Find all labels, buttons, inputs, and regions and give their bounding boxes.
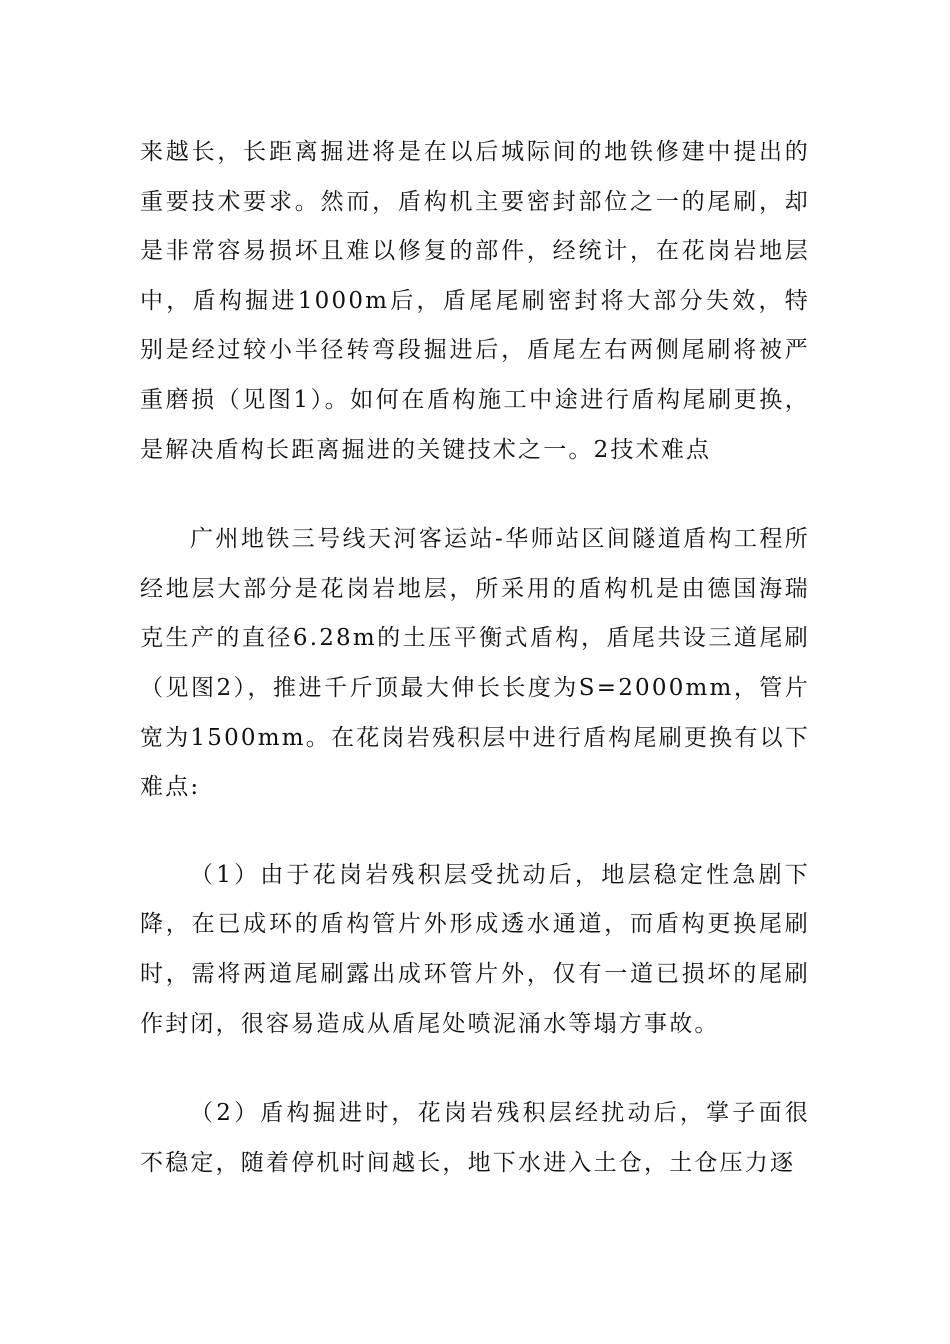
paragraph-2: 广州地铁三号线天河客运站-华师站区间隧道盾构工程所经地层大部分是花岗岩地层，所采用的盾构机是由德国海瑞克生产的直径6.28m的土压平衡式盾构，盾尾共设三道尾刷（见图2），推进千斤顶最大伸长长度为S=2000mm，管片宽为1500mm。在花岗岩残积层中进行盾构尾刷更换有以下难点:	[140, 526, 810, 801]
paragraph-gap	[140, 813, 810, 851]
paragraph-3: （1）由于花岗岩残积层受扰动后，地层稳定性急剧下降，在已成环的盾构管片外形成透水通道，而盾构更换尾刷时，需将两道尾刷露出成环管片外，仅有一道已损坏的尾刷作封闭，很容易造成从盾尾处喷泥涌水等塌方事故。	[140, 861, 810, 1037]
paragraph-4: （2）盾构掘进时，花岗岩残积层经扰动后，掌子面很不稳定，随着停机时间越长，地下水进入土仓，土仓压力逐	[140, 1100, 810, 1176]
paragraph-1: 来越长，长距离掘进将是在以后城际间的地铁修建中提出的重要技术要求。然而，盾构机主要密封部位之一的尾刷，却是非常容易损坏且难以修复的部件，经统计，在花岗岩地层中，盾构掘进1000m后，盾尾尾刷密封将大部分失效，特别是经过较小半径转弯段掘进后，盾尾左右两侧尾刷将被严重磨损（见图1）。如何在盾构施工中途进行盾构尾刷更换，是解决盾构长距离掘进的关键技术之一。2技术难点	[140, 139, 810, 463]
paragraph-gap	[140, 475, 810, 515]
paragraph-gap	[140, 1049, 810, 1089]
document-body	[140, 128, 810, 1188]
